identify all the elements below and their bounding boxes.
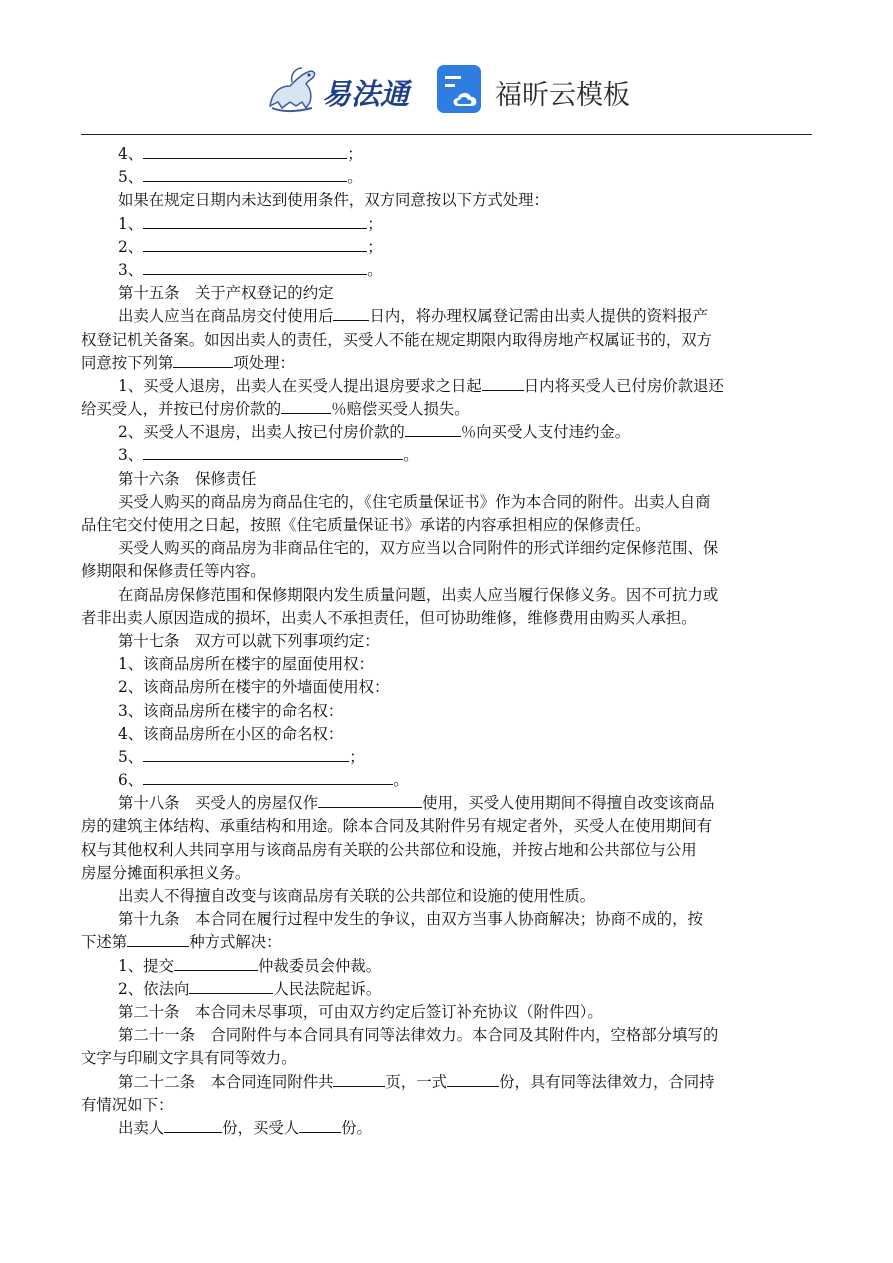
text-line: 买受人购买的商品房为非商品住宅的，双方应当以合同附件的形式详细约定保修范围、保 xyxy=(118,539,719,558)
text-line: 1、提交 仲裁委员会仲裁。 xyxy=(118,956,382,975)
foxit-logo xyxy=(436,64,646,120)
text-line: 在商品房保修范围和保修期限内发生质量问题，出卖人应当履行保修义务。因不可抗力或 xyxy=(118,585,719,604)
text-line: 第二十一条 合同附件与本合同具有同等法律效力。本合同及其附件内，空格部分填写的 xyxy=(118,1026,719,1045)
text-line: 出卖人不得擅自改变与该商品房有关联的公共部位和设施的使用性质。 xyxy=(118,887,596,905)
text-line: 如果在规定日期内未达到使用条件，双方同意按以下方式处理： xyxy=(118,191,549,210)
text-line: 买受人购买的商品房为商品住宅的，《住宅质量保证书》作为本合同的附件。出卖人自商 xyxy=(118,492,711,511)
qilin-logo-icon xyxy=(262,62,322,118)
text-line: 出卖人 份，买受人 份。 xyxy=(118,1118,372,1137)
header-divider xyxy=(81,134,812,135)
text-line: 6、 。 xyxy=(118,771,409,790)
text-line: 给买受人，并按已付房价款的 ％赔偿买受人损失。 xyxy=(81,400,470,419)
text-line: 1、 ； xyxy=(118,214,383,233)
text-line: 下述第 种方式解决： xyxy=(81,933,282,952)
text-line: 第十八条 买受人的房屋仅作 使用，买受人使用期间不得擅自改变该商品 xyxy=(118,794,715,813)
article-heading: 第十六条 保修责任 xyxy=(118,469,257,488)
text-line: 1、买受人退房，出卖人在买受人提出退房要求之日起 日内将买受人已付房价款退还 xyxy=(118,376,724,395)
text-line: 房屋分摊面积承担义务。 xyxy=(81,863,251,882)
text-line: 5、 。 xyxy=(118,168,363,187)
yifatong-logo xyxy=(262,62,412,118)
text-line: 2、买受人不退房，出卖人按已付房价款的 ％向买受人支付违约金。 xyxy=(118,423,631,442)
article-heading: 第十五条 关于产权登记的约定 xyxy=(118,284,334,303)
text-line: 2、依法向 人民法院起诉。 xyxy=(118,979,382,998)
text-line: 文字与印刷文字具有同等效力。 xyxy=(81,1049,297,1068)
text-line: 权登记机关备案。如因出卖人的责任，买受人不能在规定期限内取得房地产权属证书的，双方 xyxy=(81,330,713,349)
text-line: 4、 ； xyxy=(118,145,363,163)
text-line: 出卖人应当在商品房交付使用后 日内，将办理权属登记需由出卖人提供的资料报产 xyxy=(118,307,709,326)
text-line: 第十九条 本合同在履行过程中发生的争议，由双方当事人协商解决；协商不成的，按 xyxy=(118,910,703,929)
text-line: 房的建筑主体结构、承重结构和用途。除本合同及其附件另有规定者外，买受人在使用期间有 xyxy=(81,817,713,836)
text-line: 3、 。 xyxy=(118,446,419,465)
text-line: 2、该商品房所在楼宇的外墙面使用权： xyxy=(118,678,390,697)
text-line: 3、 。 xyxy=(118,260,383,279)
text-line: 4、该商品房所在小区的命名权： xyxy=(118,724,344,743)
text-line: 者非出卖人原因造成的损坏，出卖人不承担责任，但可协助维修，维修费用由购买人承担。 xyxy=(81,608,697,627)
contract-text xyxy=(81,143,812,1140)
text-line: 品住宅交付使用之日起，按照《住宅质量保证书》承诺的内容承担相应的保修责任。 xyxy=(81,516,651,534)
foxit-brand-text: 福昕云模板 xyxy=(495,80,630,111)
yifatong-brand-text: 易法通 xyxy=(322,77,410,111)
foxit-cloud-icon xyxy=(436,64,486,114)
article-heading: 第二十条 本合同未尽事项，可由双方约定后签订补充协议（附件四）。 xyxy=(118,1002,603,1021)
text-line: 修期限和保修责任等内容。 xyxy=(81,562,266,581)
article-heading: 第十七条 双方可以就下列事项约定： xyxy=(118,631,380,650)
text-line: 5、 ； xyxy=(118,747,365,766)
text-line: 1、该商品房所在楼宇的屋面使用权： xyxy=(118,655,375,674)
text-line: 权与其他权利人共同享用与该商品房有关联的公共部位和设施，并按占地和公共部位与公用 xyxy=(81,840,697,859)
text-line: 2、 ； xyxy=(118,237,383,256)
text-line: 3、该商品房所在楼宇的命名权： xyxy=(118,701,344,720)
text-line: 有情况如下： xyxy=(81,1095,174,1114)
page-header xyxy=(0,54,893,130)
text-line: 同意按下列第 项处理： xyxy=(81,353,295,372)
text-line: 第二十二条 本合同连同附件共 页，一式 份，具有同等法律效力，合同持 xyxy=(118,1072,715,1091)
